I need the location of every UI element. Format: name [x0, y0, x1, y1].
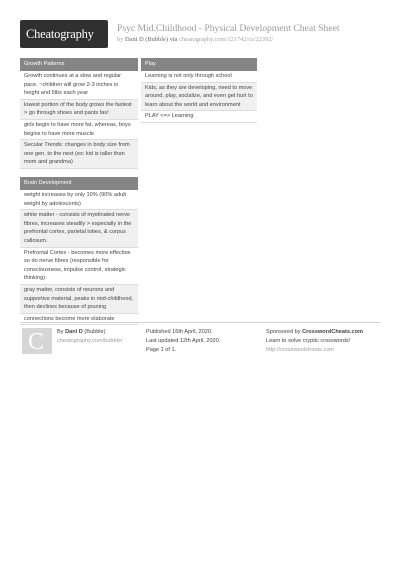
logo-text: Cheatography	[26, 27, 94, 41]
footer-page: Page 1 of 1.	[146, 347, 177, 353]
list-item: gray matter, consists of neurons and supportive material, peaks in mid-childhood, then declines because of pruning	[20, 285, 138, 314]
footer-sponsor-name[interactable]: CrosswordCheats.com	[302, 329, 364, 335]
list-item: PLAY <=> Learning	[141, 111, 257, 123]
footer-author-name[interactable]: Dani D	[65, 329, 83, 335]
list-item: Secular Trends: changes in body size from one gen. to the next (ex: kid is taller than mom and grandma)	[20, 140, 138, 169]
section-title: Growth Patterns	[20, 58, 138, 71]
byline-author[interactable]: Dani D (Bubble)	[125, 36, 168, 43]
byline-by: by	[117, 36, 124, 43]
footer-updated: Last updated 12th April, 2020.	[146, 338, 221, 344]
footer-author-link[interactable]: cheatography.com/bubble/	[57, 338, 123, 344]
section-brain-development	[20, 177, 138, 325]
section-play	[141, 58, 257, 123]
list-item: white matter - consists of myelinated nerve fibres, increases steadily > especially in the prefrontal cortex, parietal lobes, & corpus callosum.	[20, 210, 138, 247]
cheatography-c-logo-icon	[22, 328, 52, 354]
cheatography-logo[interactable]	[20, 20, 108, 48]
list-item: Kids, as they are developing, need to move around, play, socialize, and even get hurt to learn about the world and environment	[141, 83, 257, 112]
section-title: Brain Development	[20, 177, 138, 190]
c-logo-letter: C	[28, 329, 45, 355]
footer-sponsor-tagline: Learn to solve cryptic crosswords!	[266, 338, 351, 344]
page-title: Psyc Mid.Childhood - Physical Development Cheat Sheet	[117, 23, 340, 34]
list-item: girls begin to have more fat, whereas, boys begins to have more muscle	[20, 120, 138, 140]
list-item: Growth continues at a slow and regular pace. ~children will grow 2-3 inches in height and 5lbs each year	[20, 71, 138, 100]
footer-author	[57, 329, 106, 335]
footer-author-handle: (Bubble)	[84, 329, 106, 335]
footer-published: Published 16th April, 2020.	[146, 329, 213, 335]
byline	[117, 36, 273, 43]
footer-sponsor	[266, 329, 363, 335]
footer-by: By	[57, 329, 64, 335]
list-item: lowest portion of the body grows the fastest > go through shoes and pants fas!	[20, 100, 138, 120]
list-item: Prefrontal Cortex - becomes more effective so do nerve fibres (responsible for consciousness, impulse control, strategic thinking)	[20, 248, 138, 285]
byline-url[interactable]: cheatography.com/121742/cs/22392/	[178, 36, 274, 43]
list-item: Learning is not only through school	[141, 71, 257, 83]
footer-sponsor-link[interactable]: http://crosswordcheats.com	[266, 347, 335, 353]
byline-via: via	[169, 36, 178, 43]
list-item: weight increases by only 10% (90% adult weight by adolescents)	[20, 190, 138, 210]
footer-sponsor-prefix: Sponsored by	[266, 329, 301, 335]
list-item: connections become more elaborate	[20, 314, 138, 326]
footer-divider	[20, 322, 380, 323]
section-title: Play	[141, 58, 257, 71]
section-growth-patterns	[20, 58, 138, 169]
